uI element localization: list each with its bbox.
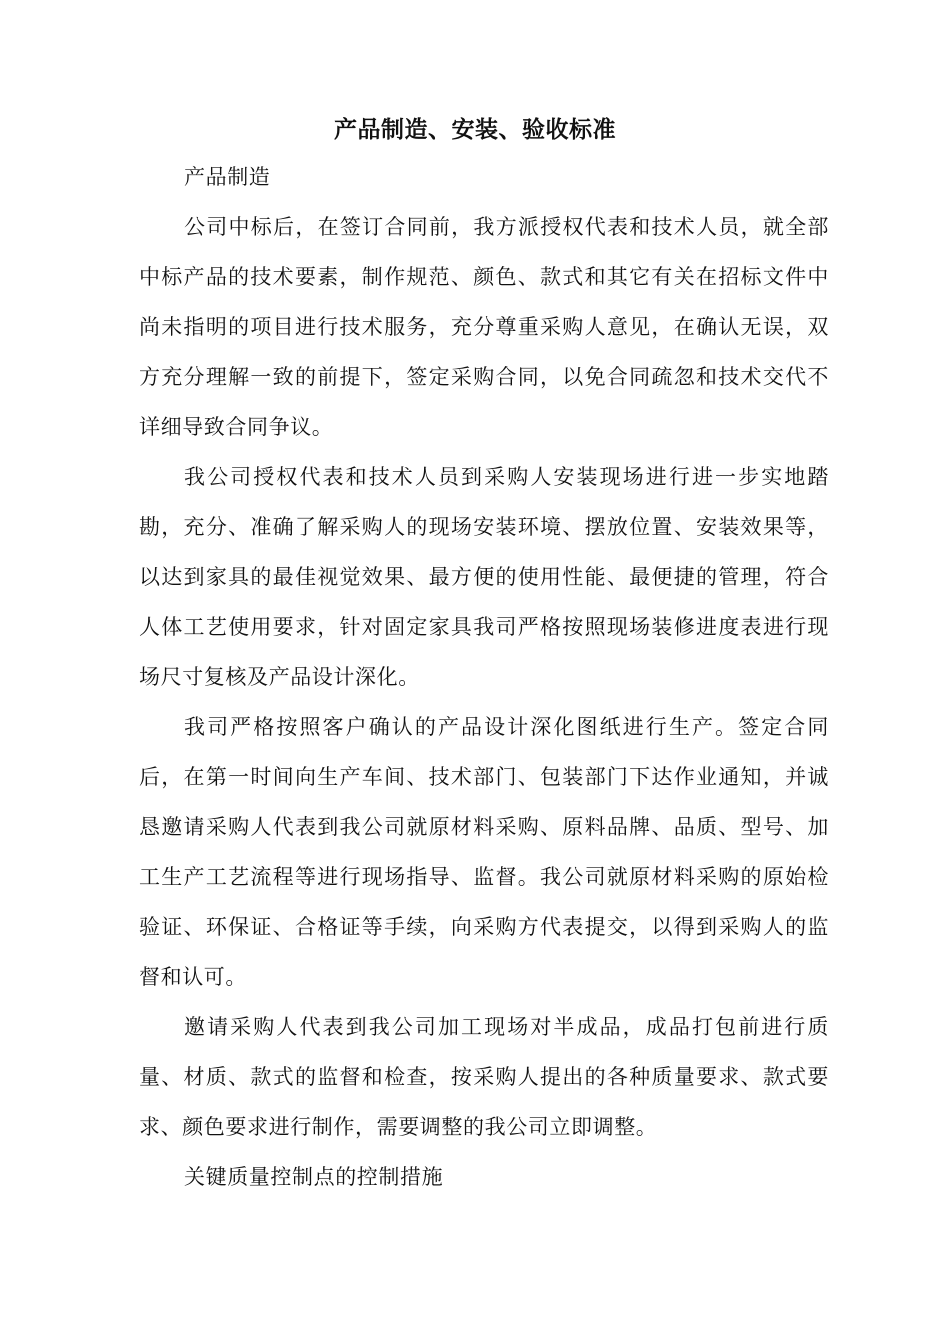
subheading-quality-control: 关键质量控制点的控制措施 [184, 1165, 444, 1189]
paragraph-site-survey: 我公司授权代表和技术人员到采购人安装现场进行进一步实地踏勘，充分、准确了解采购人的现场安装环境、摆放位置、安装效果等，以达到家具的最佳视觉效果、最方便的使用性能、最便捷的管理，符合人体工艺使用要求，针对固定家具我司严格按照现场装修进度表进行现场尺寸复核及产品设计深化。 [139, 465, 829, 689]
paragraph-contract-preparation: 公司中标后，在签订合同前，我方派授权代表和技术人员，就全部中标产品的技术要素，制作规范、颜色、款式和其它有关在招标文件中尚未指明的项目进行技术服务，充分尊重采购人意见，在确认无误，双方充分理解一致的前提下，签定采购合同，以免合同疏忽和技术交代不详细导致合同争议。 [139, 215, 829, 439]
section-heading: 产品制造 [184, 165, 271, 189]
paragraph-inspection: 邀请采购人代表到我公司加工现场对半成品，成品打包前进行质量、材质、款式的监督和检查，按采购人提出的各种质量要求、款式要求、颜色要求进行制作，需要调整的我公司立即调整。 [139, 1015, 829, 1139]
document-body [139, 152, 829, 1202]
paragraph-production: 我司严格按照客户确认的产品设计深化图纸进行生产。签定合同后，在第一时间向生产车间、技术部门、包装部门下达作业通知，并诚恳邀请采购人代表到我公司就原材料采购、原料品牌、品质、型号、加工生产工艺流程等进行现场指导、监督。我公司就原材料采购的原始检验证、环保证、合格证等手续，向采购方代表提交，以得到采购人的监督和认可。 [139, 715, 829, 989]
document-title: 产品制造、安装、验收标准 [334, 117, 616, 143]
